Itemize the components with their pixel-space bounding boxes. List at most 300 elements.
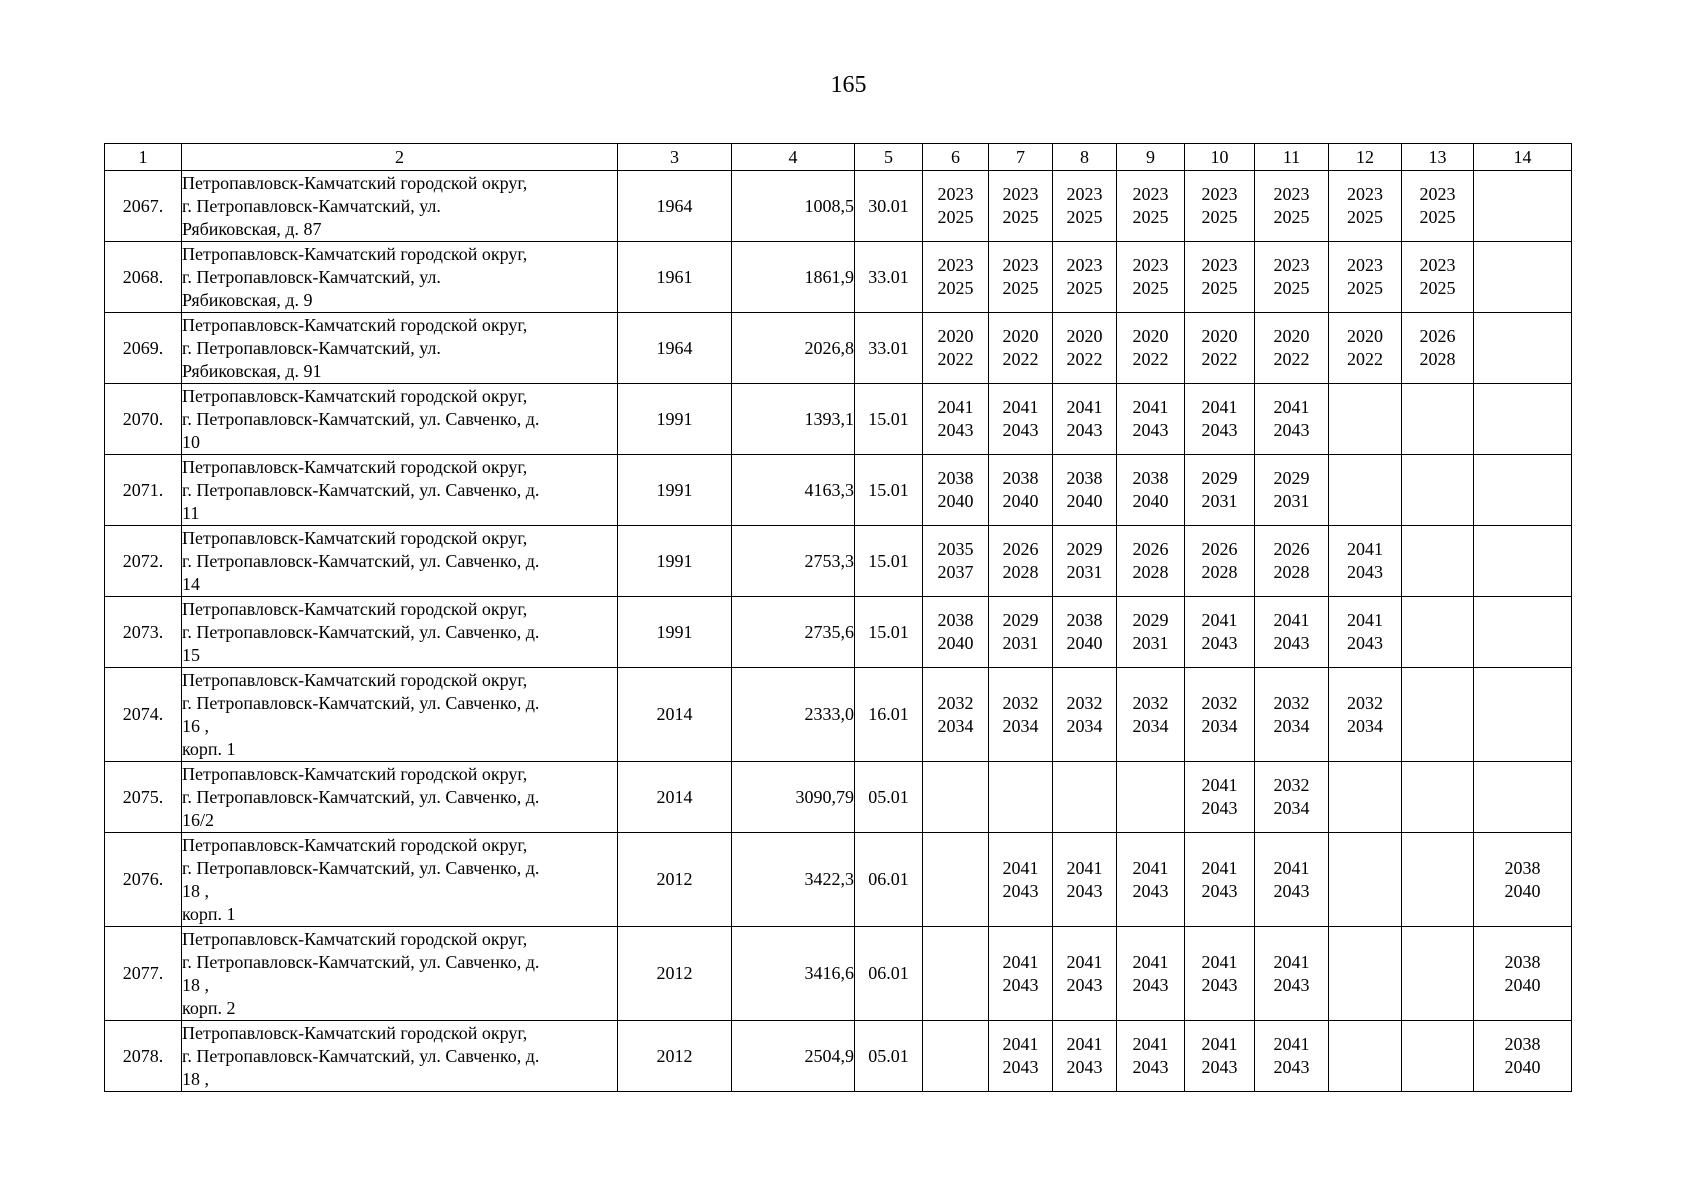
column-header-4: 4 <box>732 144 855 171</box>
period-cell-col-11 <box>1255 668 1329 762</box>
period-end: 2040 <box>1504 880 1541 901</box>
row-number: 2068. <box>105 242 182 313</box>
period-cell-col-11 <box>1255 833 1329 927</box>
row-number: 2076. <box>105 833 182 927</box>
address-line: Рябиковская, д. 87 <box>182 218 322 239</box>
address-line: г. Петропавловск-Камчатский, ул. Савченко, д. <box>182 550 540 571</box>
period-cell-col-10 <box>1185 171 1255 242</box>
build-year: 1991 <box>618 455 732 526</box>
period-end: 2043 <box>1132 880 1169 901</box>
period-cell-col-10 <box>1185 526 1255 597</box>
period-start: 2038 <box>1132 468 1169 488</box>
period-end: 2040 <box>1066 491 1103 511</box>
address-line: г. Петропавловск-Камчатский, ул. Савченко, д. <box>182 479 540 500</box>
period-end: 2037 <box>937 562 974 582</box>
address-line: Петропавловск-Камчатский городской округ, <box>182 669 528 690</box>
period-end: 2025 <box>1347 207 1383 227</box>
period-start: 2041 <box>1273 1034 1310 1054</box>
period-cell-col-10 <box>1185 668 1255 762</box>
period-start: 2041 <box>1201 397 1238 417</box>
period-end: 2025 <box>1066 207 1103 227</box>
table-row <box>105 762 1572 833</box>
period-cell-col-8 <box>1053 762 1117 833</box>
period-end: 2025 <box>1066 278 1103 298</box>
address-line: г. Петропавловск-Камчатский, ул. Савченко, д. <box>182 408 540 429</box>
build-year: 2014 <box>618 762 732 833</box>
period-end: 2031 <box>1002 633 1039 653</box>
address-line: корп. 1 <box>182 903 236 924</box>
period-start: 2023 <box>1066 184 1103 204</box>
table-row <box>105 313 1572 384</box>
period-end: 2043 <box>1201 880 1238 901</box>
period-cell-col-14 <box>1474 526 1572 597</box>
address-cell <box>182 171 618 242</box>
period-cell-col-7 <box>989 242 1053 313</box>
period-cell-col-12 <box>1329 455 1402 526</box>
period-end: 2031 <box>1273 491 1310 511</box>
address-line: 11 <box>182 502 200 523</box>
period-start: 2041 <box>1273 397 1310 417</box>
period-cell-col-9 <box>1117 597 1185 668</box>
period-end: 2025 <box>1201 278 1238 298</box>
column-header-5: 5 <box>855 144 923 171</box>
address-cell <box>182 384 618 455</box>
period-start: 2023 <box>1419 255 1456 275</box>
period-start: 2020 <box>1273 326 1310 346</box>
column-header-10: 10 <box>1185 144 1255 171</box>
period-cell-col-12 <box>1329 171 1402 242</box>
period-start: 2041 <box>1347 539 1383 559</box>
period-cell-col-7 <box>989 1021 1053 1092</box>
period-cell-col-7 <box>989 455 1053 526</box>
period-start: 2041 <box>1201 1034 1238 1054</box>
period-cell-col-6 <box>923 171 989 242</box>
build-year: 1991 <box>618 384 732 455</box>
period-end: 2043 <box>1347 633 1383 653</box>
period-cell-col-8 <box>1053 384 1117 455</box>
table-row <box>105 927 1572 1021</box>
address-line: г. Петропавловск-Камчатский, ул. <box>182 195 441 216</box>
period-start: 2041 <box>1273 610 1310 630</box>
column-header-14: 14 <box>1474 144 1572 171</box>
work-code: 15.01 <box>855 455 923 526</box>
period-end: 2025 <box>1419 278 1456 298</box>
period-start: 2041 <box>1273 951 1310 972</box>
period-cell-col-14 <box>1474 668 1572 762</box>
period-start: 2029 <box>1132 610 1169 630</box>
build-year: 1991 <box>618 526 732 597</box>
period-cell-col-12 <box>1329 313 1402 384</box>
period-cell-col-9 <box>1117 833 1185 927</box>
period-end: 2034 <box>937 715 974 736</box>
total-area: 2735,6 <box>732 597 855 668</box>
period-end: 2043 <box>1201 798 1238 818</box>
period-start: 2041 <box>937 397 974 417</box>
period-cell-col-14 <box>1474 927 1572 1021</box>
address-line: г. Петропавловск-Камчатский, ул. Савченко, д. <box>182 692 540 713</box>
period-start: 2041 <box>1132 951 1169 972</box>
address-line: 18 , <box>182 974 209 995</box>
address-cell <box>182 526 618 597</box>
period-cell-col-14 <box>1474 1021 1572 1092</box>
period-end: 2028 <box>1002 562 1039 582</box>
period-cell-col-14 <box>1474 833 1572 927</box>
building-registry-table <box>104 143 1572 1092</box>
period-start: 2032 <box>1273 775 1310 795</box>
row-number: 2067. <box>105 171 182 242</box>
period-end: 2028 <box>1273 562 1310 582</box>
row-number: 2070. <box>105 384 182 455</box>
period-cell-col-10 <box>1185 1021 1255 1092</box>
period-cell-col-14 <box>1474 762 1572 833</box>
total-area: 3090,79 <box>732 762 855 833</box>
period-start: 2041 <box>1002 951 1039 972</box>
total-area: 1861,9 <box>732 242 855 313</box>
period-end: 2043 <box>1132 1057 1169 1077</box>
row-number: 2078. <box>105 1021 182 1092</box>
table-row <box>105 1021 1572 1092</box>
period-end: 2028 <box>1132 562 1169 582</box>
period-start: 2041 <box>1066 857 1103 878</box>
period-start: 2041 <box>1273 857 1310 878</box>
address-line: корп. 2 <box>182 997 236 1018</box>
period-cell-col-9 <box>1117 1021 1185 1092</box>
period-cell-col-14 <box>1474 455 1572 526</box>
period-start: 2029 <box>1002 610 1039 630</box>
period-end: 2040 <box>1504 974 1541 995</box>
period-start: 2041 <box>1201 857 1238 878</box>
period-end: 2043 <box>1002 1057 1039 1077</box>
address-line: Петропавловск-Камчатский городской округ, <box>182 834 528 855</box>
period-end: 2025 <box>1273 278 1310 298</box>
period-start: 2029 <box>1066 539 1103 559</box>
period-end: 2025 <box>937 278 974 298</box>
period-start: 2032 <box>1273 692 1310 713</box>
period-end: 2022 <box>1347 349 1383 369</box>
period-end: 2034 <box>1273 798 1310 818</box>
address-line: 18 , <box>182 1068 209 1089</box>
table-row <box>105 833 1572 927</box>
address-line: 18 , <box>182 880 209 901</box>
period-end: 2043 <box>1273 633 1310 653</box>
period-start: 2041 <box>1066 951 1103 972</box>
period-cell-col-13 <box>1402 455 1474 526</box>
period-end: 2025 <box>937 207 974 227</box>
period-start: 2023 <box>1002 184 1039 204</box>
period-start: 2041 <box>1132 397 1169 417</box>
table-row <box>105 597 1572 668</box>
table-row <box>105 171 1572 242</box>
address-line: г. Петропавловск-Камчатский, ул. Савченко, д. <box>182 786 540 807</box>
address-line: Петропавловск-Камчатский городской округ, <box>182 928 528 949</box>
period-start: 2041 <box>1347 610 1383 630</box>
period-end: 2031 <box>1201 491 1238 511</box>
period-start: 2041 <box>1066 1034 1103 1054</box>
period-start: 2038 <box>937 468 974 488</box>
period-end: 2043 <box>1132 420 1169 440</box>
period-cell-col-12 <box>1329 1021 1402 1092</box>
period-end: 2043 <box>1273 420 1310 440</box>
period-start: 2041 <box>1132 857 1169 878</box>
address-line: 15 <box>182 644 200 665</box>
period-start: 2020 <box>1066 326 1103 346</box>
period-cell-col-8 <box>1053 927 1117 1021</box>
period-end: 2040 <box>937 491 974 511</box>
period-start: 2026 <box>1132 539 1169 559</box>
period-cell-col-8 <box>1053 1021 1117 1092</box>
period-start: 2026 <box>1419 326 1456 346</box>
period-cell-col-10 <box>1185 927 1255 1021</box>
period-cell-col-6 <box>923 833 989 927</box>
address-line: 16/2 <box>182 809 215 830</box>
period-cell-col-6 <box>923 1021 989 1092</box>
work-code: 15.01 <box>855 597 923 668</box>
table-row <box>105 384 1572 455</box>
address-line: г. Петропавловск-Камчатский, ул. Савченко, д. <box>182 621 540 642</box>
address-line: г. Петропавловск-Камчатский, ул. <box>182 266 441 287</box>
period-cell-col-9 <box>1117 313 1185 384</box>
address-cell <box>182 313 618 384</box>
period-cell-col-13 <box>1402 242 1474 313</box>
period-cell-col-11 <box>1255 242 1329 313</box>
period-start: 2023 <box>1066 255 1103 275</box>
period-cell-col-6 <box>923 762 989 833</box>
page-number: 165 <box>830 72 867 98</box>
period-start: 2032 <box>1132 692 1169 713</box>
build-year: 1961 <box>618 242 732 313</box>
period-start: 2023 <box>1419 184 1456 204</box>
period-cell-col-11 <box>1255 171 1329 242</box>
period-cell-col-6 <box>923 927 989 1021</box>
address-cell <box>182 668 618 762</box>
period-cell-col-10 <box>1185 455 1255 526</box>
period-cell-col-11 <box>1255 597 1329 668</box>
period-end: 2034 <box>1273 715 1310 736</box>
address-line: г. Петропавловск-Камчатский, ул. Савченко, д. <box>182 857 540 878</box>
column-header-13: 13 <box>1402 144 1474 171</box>
address-line: 14 <box>182 573 200 594</box>
address-cell <box>182 455 618 526</box>
period-cell-col-14 <box>1474 384 1572 455</box>
period-end: 2025 <box>1002 207 1039 227</box>
period-end: 2043 <box>1273 974 1310 995</box>
build-year: 1991 <box>618 597 732 668</box>
period-cell-col-10 <box>1185 242 1255 313</box>
period-cell-col-6 <box>923 313 989 384</box>
period-cell-col-7 <box>989 526 1053 597</box>
period-end: 2043 <box>1201 1057 1238 1077</box>
period-cell-col-13 <box>1402 384 1474 455</box>
period-cell-col-9 <box>1117 384 1185 455</box>
period-end: 2031 <box>1132 633 1169 653</box>
period-cell-col-7 <box>989 313 1053 384</box>
period-cell-col-13 <box>1402 526 1474 597</box>
period-start: 2020 <box>1002 326 1039 346</box>
period-end: 2025 <box>1132 278 1169 298</box>
period-start: 2032 <box>1066 692 1103 713</box>
work-code: 05.01 <box>855 762 923 833</box>
period-start: 2038 <box>1504 951 1541 972</box>
table-row <box>105 455 1572 526</box>
period-start: 2032 <box>1002 692 1039 713</box>
period-cell-col-7 <box>989 927 1053 1021</box>
period-cell-col-12 <box>1329 597 1402 668</box>
period-start: 2023 <box>1132 184 1169 204</box>
total-area: 1008,5 <box>732 171 855 242</box>
period-cell-col-14 <box>1474 313 1572 384</box>
address-line: корп. 1 <box>182 738 236 759</box>
period-cell-col-9 <box>1117 242 1185 313</box>
period-start: 2023 <box>1347 255 1383 275</box>
period-end: 2043 <box>1273 880 1310 901</box>
period-end: 2022 <box>1002 349 1039 369</box>
build-year: 2012 <box>618 833 732 927</box>
period-end: 2040 <box>1002 491 1039 511</box>
period-start: 2026 <box>1273 539 1310 559</box>
period-end: 2034 <box>1347 715 1383 736</box>
period-start: 2038 <box>1504 857 1541 878</box>
table-row <box>105 668 1572 762</box>
total-area: 3422,3 <box>732 833 855 927</box>
period-cell-col-9 <box>1117 927 1185 1021</box>
row-number: 2071. <box>105 455 182 526</box>
period-cell-col-10 <box>1185 597 1255 668</box>
table-body <box>105 171 1572 1092</box>
period-start: 2023 <box>1132 255 1169 275</box>
row-number: 2073. <box>105 597 182 668</box>
period-cell-col-14 <box>1474 597 1572 668</box>
column-header-6: 6 <box>923 144 989 171</box>
period-start: 2038 <box>1002 468 1039 488</box>
period-end: 2025 <box>1002 278 1039 298</box>
period-start: 2026 <box>1002 539 1039 559</box>
row-number: 2075. <box>105 762 182 833</box>
period-end: 2040 <box>937 633 974 653</box>
period-end: 2040 <box>1504 1057 1541 1077</box>
total-area: 2753,3 <box>732 526 855 597</box>
column-header-3: 3 <box>618 144 732 171</box>
period-end: 2034 <box>1201 715 1238 736</box>
address-line: Петропавловск-Камчатский городской округ, <box>182 598 528 619</box>
period-end: 2034 <box>1132 715 1169 736</box>
period-cell-col-13 <box>1402 927 1474 1021</box>
period-start: 2032 <box>1201 692 1238 713</box>
period-cell-col-9 <box>1117 455 1185 526</box>
period-cell-col-12 <box>1329 668 1402 762</box>
period-cell-col-9 <box>1117 171 1185 242</box>
period-cell-col-12 <box>1329 833 1402 927</box>
period-start: 2029 <box>1201 468 1238 488</box>
period-end: 2043 <box>937 420 974 440</box>
period-cell-col-6 <box>923 668 989 762</box>
period-end: 2034 <box>1066 715 1103 736</box>
work-code: 06.01 <box>855 927 923 1021</box>
address-line: г. Петропавловск-Камчатский, ул. Савченко, д. <box>182 951 540 972</box>
total-area: 4163,3 <box>732 455 855 526</box>
period-end: 2031 <box>1066 562 1103 582</box>
period-cell-col-12 <box>1329 927 1402 1021</box>
period-start: 2041 <box>1002 857 1039 878</box>
period-end: 2025 <box>1201 207 1238 227</box>
address-line: г. Петропавловск-Камчатский, ул. <box>182 337 441 358</box>
period-end: 2022 <box>1066 349 1103 369</box>
period-cell-col-8 <box>1053 668 1117 762</box>
period-end: 2043 <box>1002 974 1039 995</box>
period-start: 2041 <box>1002 1034 1039 1054</box>
period-cell-col-8 <box>1053 171 1117 242</box>
period-cell-col-7 <box>989 171 1053 242</box>
period-start: 2041 <box>1201 775 1238 795</box>
address-line: Петропавловск-Камчатский городской округ, <box>182 172 528 193</box>
period-end: 2022 <box>1201 349 1238 369</box>
period-cell-col-10 <box>1185 313 1255 384</box>
address-line: г. Петропавловск-Камчатский, ул. Савченко, д. <box>182 1045 540 1066</box>
period-start: 2041 <box>1002 397 1039 417</box>
row-number: 2074. <box>105 668 182 762</box>
period-cell-col-11 <box>1255 455 1329 526</box>
period-start: 2020 <box>1347 326 1383 346</box>
address-cell <box>182 833 618 927</box>
address-line: Петропавловск-Камчатский городской округ, <box>182 314 528 335</box>
period-cell-col-9 <box>1117 762 1185 833</box>
period-cell-col-13 <box>1402 762 1474 833</box>
period-cell-col-10 <box>1185 384 1255 455</box>
table-row <box>105 526 1572 597</box>
period-start: 2023 <box>1273 255 1310 275</box>
period-cell-col-8 <box>1053 242 1117 313</box>
work-code: 06.01 <box>855 833 923 927</box>
period-end: 2040 <box>1132 491 1169 511</box>
period-cell-col-11 <box>1255 927 1329 1021</box>
period-cell-col-6 <box>923 384 989 455</box>
period-end: 2025 <box>1419 207 1456 227</box>
period-cell-col-7 <box>989 597 1053 668</box>
period-cell-col-11 <box>1255 526 1329 597</box>
period-start: 2041 <box>1201 951 1238 972</box>
period-end: 2025 <box>1273 207 1310 227</box>
period-cell-col-9 <box>1117 526 1185 597</box>
period-cell-col-8 <box>1053 833 1117 927</box>
address-line: 10 <box>182 431 200 452</box>
address-cell <box>182 1021 618 1092</box>
period-cell-col-8 <box>1053 313 1117 384</box>
period-start: 2023 <box>937 255 974 275</box>
column-header-9: 9 <box>1117 144 1185 171</box>
period-cell-col-10 <box>1185 833 1255 927</box>
period-cell-col-12 <box>1329 384 1402 455</box>
build-year: 1964 <box>618 313 732 384</box>
period-start: 2035 <box>937 539 974 559</box>
period-start: 2041 <box>1132 1034 1169 1054</box>
build-year: 2012 <box>618 927 732 1021</box>
period-end: 2025 <box>1132 207 1169 227</box>
period-cell-col-8 <box>1053 597 1117 668</box>
period-cell-col-8 <box>1053 455 1117 526</box>
period-cell-col-11 <box>1255 762 1329 833</box>
period-cell-col-7 <box>989 833 1053 927</box>
period-cell-col-11 <box>1255 313 1329 384</box>
period-start: 2023 <box>1347 184 1383 204</box>
address-line: Рябиковская, д. 91 <box>182 360 322 381</box>
period-start: 2038 <box>1066 468 1103 488</box>
period-start: 2023 <box>1201 184 1238 204</box>
table-row <box>105 242 1572 313</box>
period-start: 2023 <box>937 184 974 204</box>
column-header-11: 11 <box>1255 144 1329 171</box>
period-cell-col-13 <box>1402 668 1474 762</box>
period-end: 2043 <box>1201 974 1238 995</box>
column-header-2: 2 <box>182 144 618 171</box>
